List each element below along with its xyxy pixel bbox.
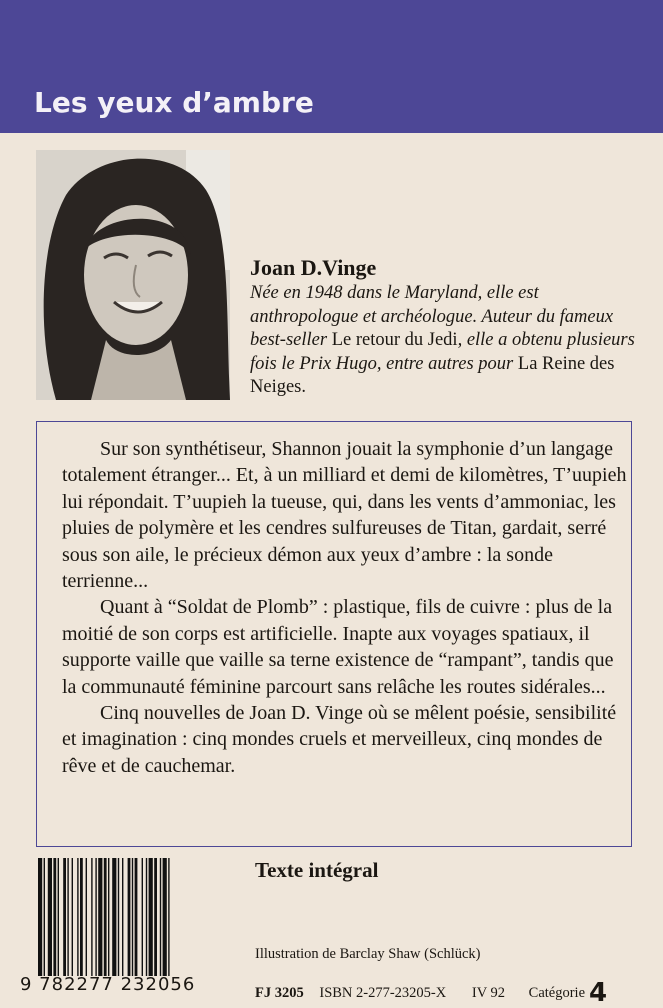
blurb-text [62,436,632,779]
barcode-bar [149,858,153,976]
author-name: Joan D.Vinge [250,255,377,280]
author-section [250,255,650,400]
barcode-bar [63,858,66,976]
barcode-bar [95,858,96,976]
author-portrait-image [36,150,230,400]
barcode-bar [146,858,147,976]
barcode-bar [67,858,68,976]
barcode-bar [122,858,123,976]
category-label: Catégorie [528,985,586,1001]
barcode-bar [112,858,116,976]
barcode-bar [118,858,119,976]
barcode-bar [104,858,107,976]
footer-info [255,978,655,1008]
author-bio [250,282,650,400]
bio-text-2: , elle a obtenu plusieurs fois le Prix Hugo, entre autres pour [250,330,635,374]
iv-code: IV 92 [471,985,506,1001]
barcode-bar [168,858,169,976]
bio-work-1: Le retour du Jedi [331,330,458,350]
title-band [0,0,663,133]
barcode-bar [53,858,56,976]
illustration-credit: Illustration de Barclay Shaw (Schlück) [255,946,481,962]
barcode-bar [98,858,102,976]
blurb-paragraph-2: Quant à “Soldat de Plomb” : plastique, fils de cuivre : plus de la moitié de son corps est artificielle. Inapte aux voyages spatiaux, il supporte vaille que vaille sa terne existence de “rampant”, tandis que la communauté féminine parcourt sans relâche les routes sidérales... [62,596,614,698]
barcode-bar [58,858,59,976]
book-title: Les yeux d’ambre [34,86,314,119]
isbn: ISBN 2-277-23205-X [319,985,447,1001]
barcode [36,858,236,976]
barcode-bar [91,858,92,976]
barcode-bar [135,858,138,976]
barcode-bar [128,858,131,976]
barcode-bar [80,858,83,976]
barcode-digits: 9 782277 232056 [20,974,196,995]
fj-code: FJ 3205 [255,985,304,1001]
barcode-bar [163,858,167,976]
barcode-bar [72,858,73,976]
barcode-bar [86,858,87,976]
barcode-bars [36,858,236,976]
bio-end: . [301,377,306,397]
integral-label: Texte intégral [255,858,379,882]
bio-work-2: La Reine des Neiges [250,353,615,397]
category-number: 4 [589,978,608,1008]
barcode-bar [77,858,78,976]
barcode-bar [44,858,45,976]
barcode-bar [38,858,42,976]
blurb-paragraph-1: Sur son synthétiseur, Shannon jouait la symphonie d’un langage totalement étranger... Et, à un milliard et demi de kilomètres, T’uupieh lui répondait. T’uupieh la tueuse, qui, dans les vents d’ammoniac, les pluies de polymère et les cendres sulfureuses de Titan, gardait, serré sous son aile, le précieux démon aux yeux d’ambre : la sonde terrienne... [62,438,627,593]
barcode-bar [108,858,109,976]
barcode-bar [132,858,133,976]
barcode-bar [154,858,157,976]
blurb-paragraph-3: Cinq nouvelles de Joan D. Vinge où se mêlent poésie, sensibilité et imagination : cinq mondes cruels et merveilleux, cinq mondes de rêve et de cauchemar. [62,702,617,777]
bio-text-1: Née en 1948 dans le Maryland, elle est anthropologue et archéologue. Auteur du fameux best-seller [250,283,614,350]
barcode-bar [160,858,161,976]
barcode-bar [48,858,52,976]
author-photo [36,150,230,400]
barcode-bar [142,858,143,976]
